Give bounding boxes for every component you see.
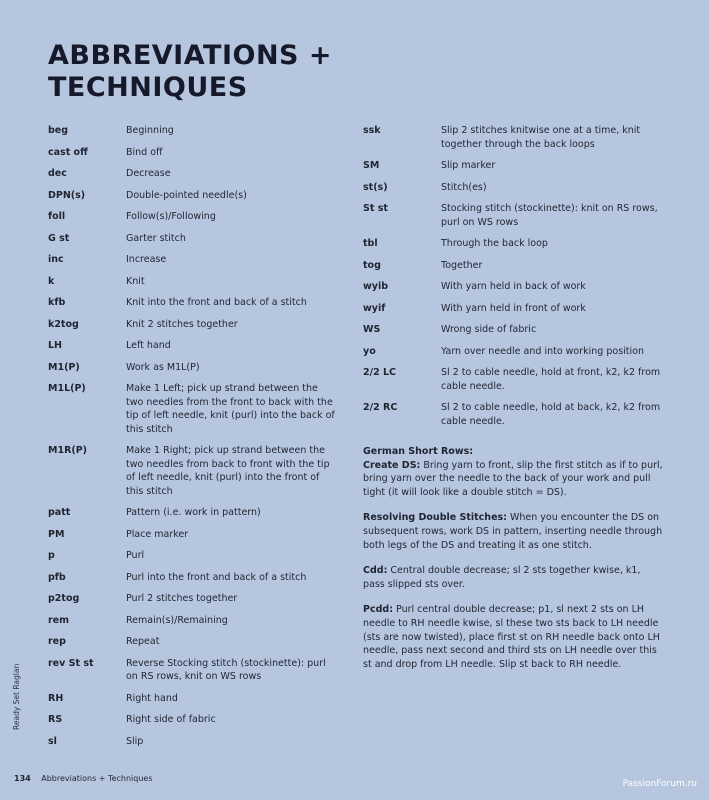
abbreviation-definition: Purl into the front and back of a stitch <box>126 571 307 583</box>
abbreviation-definition: Slip <box>126 735 144 747</box>
title-line-1: ABBREVIATIONS + <box>48 40 333 71</box>
abbreviation-definition: Left hand <box>126 340 171 351</box>
abbreviation-definition: Knit <box>126 275 145 287</box>
abbreviation-term: PM <box>48 528 65 540</box>
abbreviation-definition: Reverse Stocking stitch (stockinette): purl on RS rows, knit on WS rows <box>126 657 326 682</box>
abbreviation-definition: Repeat <box>126 636 160 647</box>
abbreviation-term: k2tog <box>48 318 79 330</box>
abbreviation-row <box>48 232 338 246</box>
watermark: PassionForum.ru <box>622 779 697 789</box>
abbreviation-definition: Knit 2 stitches together <box>126 318 238 330</box>
abbreviation-definition: Slip 2 stitches knitwise one at a time, knit together through the back loops <box>441 125 641 150</box>
abbreviation-row <box>48 571 338 585</box>
abbreviation-row <box>48 635 338 649</box>
title-line-2: TECHNIQUES <box>48 72 248 103</box>
abbreviation-row <box>48 444 338 498</box>
abbreviation-definition: Decrease <box>126 168 171 179</box>
abbreviation-term: 2/2 RC <box>363 402 398 413</box>
abbreviation-definition: Sl 2 to cable needle, hold at back, k2, k2 from cable needle. <box>441 402 661 427</box>
abbreviation-row <box>48 692 338 706</box>
abbreviation-row <box>48 210 338 224</box>
german-short-rows-block <box>363 445 663 499</box>
abbreviation-term: SM <box>363 160 380 171</box>
cdd-label: Cdd: <box>363 565 388 577</box>
abbreviation-row <box>363 401 663 428</box>
abbreviation-term: st(s) <box>363 181 388 193</box>
abbreviation-row <box>48 735 338 749</box>
abbreviation-definition: Bind off <box>126 146 163 158</box>
cdd-block <box>363 564 663 591</box>
abbreviations-left-column <box>48 124 338 756</box>
abbreviation-term: cast off <box>48 146 88 158</box>
abbreviation-definition: With yarn held in back of work <box>441 281 586 292</box>
abbreviation-row <box>363 202 663 229</box>
abbreviation-row <box>363 280 663 294</box>
abbreviation-definition: Purl 2 stitches together <box>126 593 238 604</box>
abbreviation-definition: Follow(s)/Following <box>126 211 216 222</box>
create-ds-label: Create DS: <box>363 459 421 471</box>
abbreviation-row <box>363 159 663 173</box>
abbreviation-row <box>363 124 663 151</box>
abbreviation-definition: Right hand <box>126 692 178 704</box>
abbreviation-definition: Double-pointed needle(s) <box>126 189 247 201</box>
footer-section-title: Abbreviations + Techniques <box>41 774 153 783</box>
abbreviation-term: RH <box>48 692 64 704</box>
abbreviation-term: tog <box>363 259 381 271</box>
abbreviation-term: wyib <box>363 281 389 292</box>
abbreviation-term: k <box>48 275 55 287</box>
abbreviation-row <box>48 296 338 310</box>
abbreviation-term: WS <box>363 324 381 335</box>
abbreviation-row <box>48 614 338 628</box>
pcdd-block <box>363 603 663 671</box>
abbreviation-term: ssk <box>363 125 381 136</box>
abbreviation-term: patt <box>48 507 71 518</box>
abbreviation-row <box>48 318 338 332</box>
abbreviation-term: G st <box>48 232 70 244</box>
abbreviation-term: wyif <box>363 302 386 314</box>
abbreviation-term: rem <box>48 614 70 626</box>
abbreviation-definition: Stitch(es) <box>441 181 487 193</box>
resolving-block <box>363 511 663 552</box>
resolving-label: Resolving Double Stitches: <box>363 512 507 524</box>
abbreviation-row <box>48 592 338 606</box>
abbreviation-definition: Through the back loop <box>441 238 548 249</box>
abbreviation-row <box>48 146 338 160</box>
abbreviation-term: LH <box>48 340 63 351</box>
abbreviation-term: tbl <box>363 238 378 249</box>
abbreviation-term: M1L(P) <box>48 383 86 394</box>
abbreviation-row <box>363 366 663 393</box>
abbreviation-definition: Right side of fabric <box>126 714 216 725</box>
abbreviation-definition: Sl 2 to cable needle, hold at front, k2, k2 from cable needle. <box>441 367 661 392</box>
abbreviation-row <box>48 275 338 289</box>
abbreviation-term: dec <box>48 168 67 179</box>
abbreviation-term: kfb <box>48 297 66 308</box>
abbreviation-term: rep <box>48 636 66 647</box>
abbreviation-term: yo <box>363 345 376 357</box>
abbreviation-definition: Together <box>441 259 483 271</box>
abbreviation-definition: Pattern (i.e. work in pattern) <box>126 507 261 518</box>
pcdd-text: Purl central double decrease; p1, sl next 2 sts on LH needle to RH needle kwise, sl these two sts back to LH needle (sts are now twisted), place first st on RH needle back onto LH needle, pass next second and third sts on LH needle over this st and drop from LH needle. Slip st back to RH needle. <box>363 604 660 670</box>
abbreviation-definition: Purl <box>126 550 145 561</box>
abbreviation-definition: Place marker <box>126 528 189 540</box>
abbreviation-row <box>48 382 338 436</box>
abbreviation-row <box>363 237 663 251</box>
abbreviation-row <box>48 528 338 542</box>
abbreviation-row <box>363 302 663 316</box>
abbreviation-definition: Wrong side of fabric <box>441 324 537 335</box>
abbreviation-term: DPN(s) <box>48 189 86 201</box>
abbreviation-term: St st <box>363 203 388 214</box>
create-ds-text: Bring yarn to front, slip the first stitch as if to purl, bring yarn over the needle to the back of your work and pull tight (it will look like a double stitch = DS). <box>363 459 663 498</box>
abbreviation-term: M1R(P) <box>48 445 88 456</box>
page-number: 134 <box>14 774 31 783</box>
abbreviation-definition: Slip marker <box>441 160 496 171</box>
page-title <box>48 40 332 104</box>
abbreviation-row <box>363 259 663 273</box>
abbreviation-definition: Remain(s)/Remaining <box>126 614 228 626</box>
abbreviation-term: pfb <box>48 571 66 583</box>
abbreviation-row <box>48 189 338 203</box>
abbreviation-row <box>48 549 338 563</box>
abbreviation-term: inc <box>48 254 64 265</box>
abbreviation-term: p2tog <box>48 593 80 604</box>
side-running-title: Ready Set Raglan <box>12 663 21 730</box>
abbreviation-definition: Increase <box>126 254 167 265</box>
abbreviation-row <box>363 181 663 195</box>
abbreviation-row <box>363 345 663 359</box>
resolving-text: When you encounter the DS on subsequent rows, work DS in pattern, inserting needle through both legs of the DS and treating it as one stitch. <box>363 512 663 551</box>
abbreviation-row <box>48 124 338 138</box>
abbreviation-definition: Knit into the front and back of a stitch <box>126 297 307 308</box>
abbreviation-row <box>48 167 338 181</box>
cdd-text: Central double decrease; sl 2 sts together kwise, k1, pass slipped sts over. <box>363 565 641 590</box>
abbreviation-term: sl <box>48 735 57 747</box>
abbreviation-definition: Stocking stitch (stockinette): knit on RS rows, purl on WS rows <box>441 203 658 228</box>
abbreviation-row <box>48 339 338 353</box>
techniques-section <box>363 445 663 683</box>
abbreviation-definition: Yarn over needle and into working position <box>441 345 644 357</box>
abbreviation-definition: Make 1 Right; pick up strand between the two needles from back to front with the tip of left needle, knit (purl) into the front of this stitch <box>126 445 330 497</box>
abbreviation-definition: Work as M1L(P) <box>126 361 200 373</box>
abbreviation-term: M1(P) <box>48 361 80 373</box>
abbreviation-definition: With yarn held in front of work <box>441 302 586 314</box>
abbreviation-term: foll <box>48 211 66 222</box>
abbreviation-row <box>48 506 338 520</box>
abbreviation-term: p <box>48 550 55 561</box>
pcdd-label: Pcdd: <box>363 604 393 616</box>
abbreviation-term: beg <box>48 125 69 136</box>
abbreviation-row <box>48 657 338 684</box>
german-short-rows-heading: German Short Rows: <box>363 446 474 457</box>
abbreviation-row <box>48 713 338 727</box>
abbreviation-row <box>48 361 338 375</box>
abbreviation-term: RS <box>48 714 63 725</box>
abbreviation-term: rev St st <box>48 657 94 669</box>
abbreviation-definition: Beginning <box>126 125 174 136</box>
abbreviation-row <box>363 323 663 337</box>
abbreviation-term: 2/2 LC <box>363 367 397 378</box>
page-footer <box>14 774 153 783</box>
abbreviation-definition: Garter stitch <box>126 232 186 244</box>
abbreviation-definition: Make 1 Left; pick up strand between the two needles from the front to back with the tip of left needle, knit (purl) into the back of this stitch <box>126 383 335 435</box>
abbreviation-row <box>48 253 338 267</box>
abbreviations-right-column <box>363 124 663 436</box>
